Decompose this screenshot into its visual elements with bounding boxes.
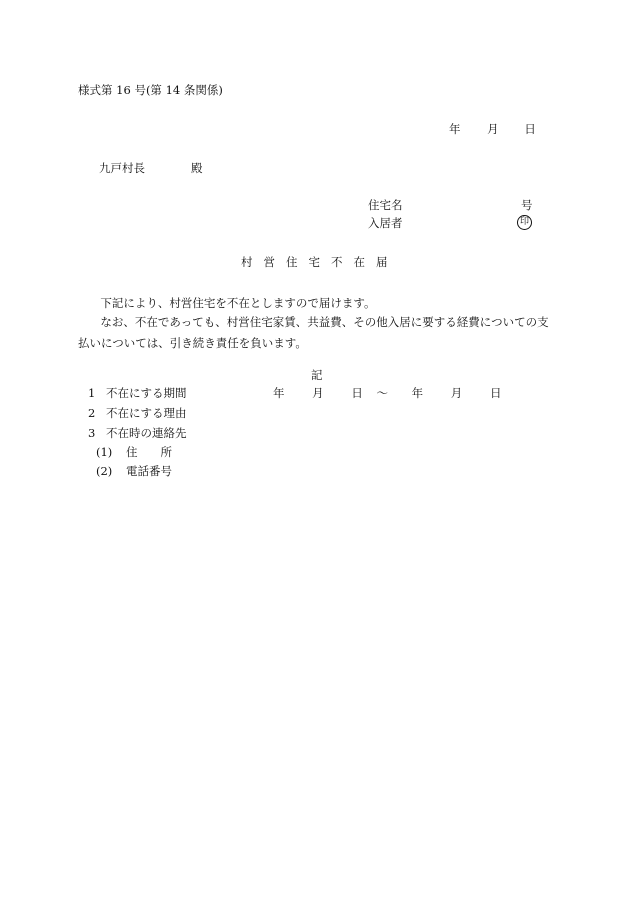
contact-phone [96,466,172,478]
addressee-honorific: 殿 [191,161,203,175]
subitem-label: 電話番号 [126,464,172,478]
ki-heading: 記 [311,368,323,382]
period-to-month: 月 [450,386,463,400]
period-from-year: 年 [273,386,285,400]
item-number: 1 [88,386,96,400]
date-day: 日 [524,122,536,136]
subitem-number: (2) [96,464,113,478]
period-to-year: 年 [411,386,424,400]
addressee-name: 九戸村長 [99,161,145,175]
date-month: 月 [487,122,499,136]
item-absence-reason [88,408,187,420]
resident-label: 入居者 [368,216,403,230]
addressee [99,163,203,175]
contact-address [96,447,172,459]
item-label: 不在時の連絡先 [106,426,187,440]
item-number: 3 [88,426,96,440]
document-title: 村営住宅不在届 [241,255,399,269]
body-text [78,293,558,354]
subitem-label: 住 所 [126,445,172,459]
seal-mark: 印 [517,215,532,230]
date-line [449,124,536,136]
item-label: 不在にする期間 [106,386,187,400]
housing-number-suffix: 号 [521,198,533,212]
period-to-day: 日 [489,386,502,400]
period-from-month: 月 [312,386,324,400]
body-paragraph-1: 下記により、村営住宅を不在としますので届けます。 [100,296,376,310]
body-paragraph-2: なお、不在であっても、村営住宅家賃、共益費、その他入居に要する経費についての支払いについては、引き続き責任を負います。 [78,315,549,350]
period-from-day: 日 [351,386,363,400]
item-absence-period [88,388,187,400]
period-tilde: 〜 [376,386,388,400]
form-number: 様式第 16 号(第 14 条関係) [78,83,223,97]
date-year: 年 [449,122,461,136]
item-contact-info [88,428,187,440]
item-number: 2 [88,406,96,420]
item-label: 不在にする理由 [106,406,187,420]
housing-name-label: 住宅名 [368,198,403,212]
subitem-number: (1) [96,445,113,459]
absence-period-fields [273,388,501,400]
